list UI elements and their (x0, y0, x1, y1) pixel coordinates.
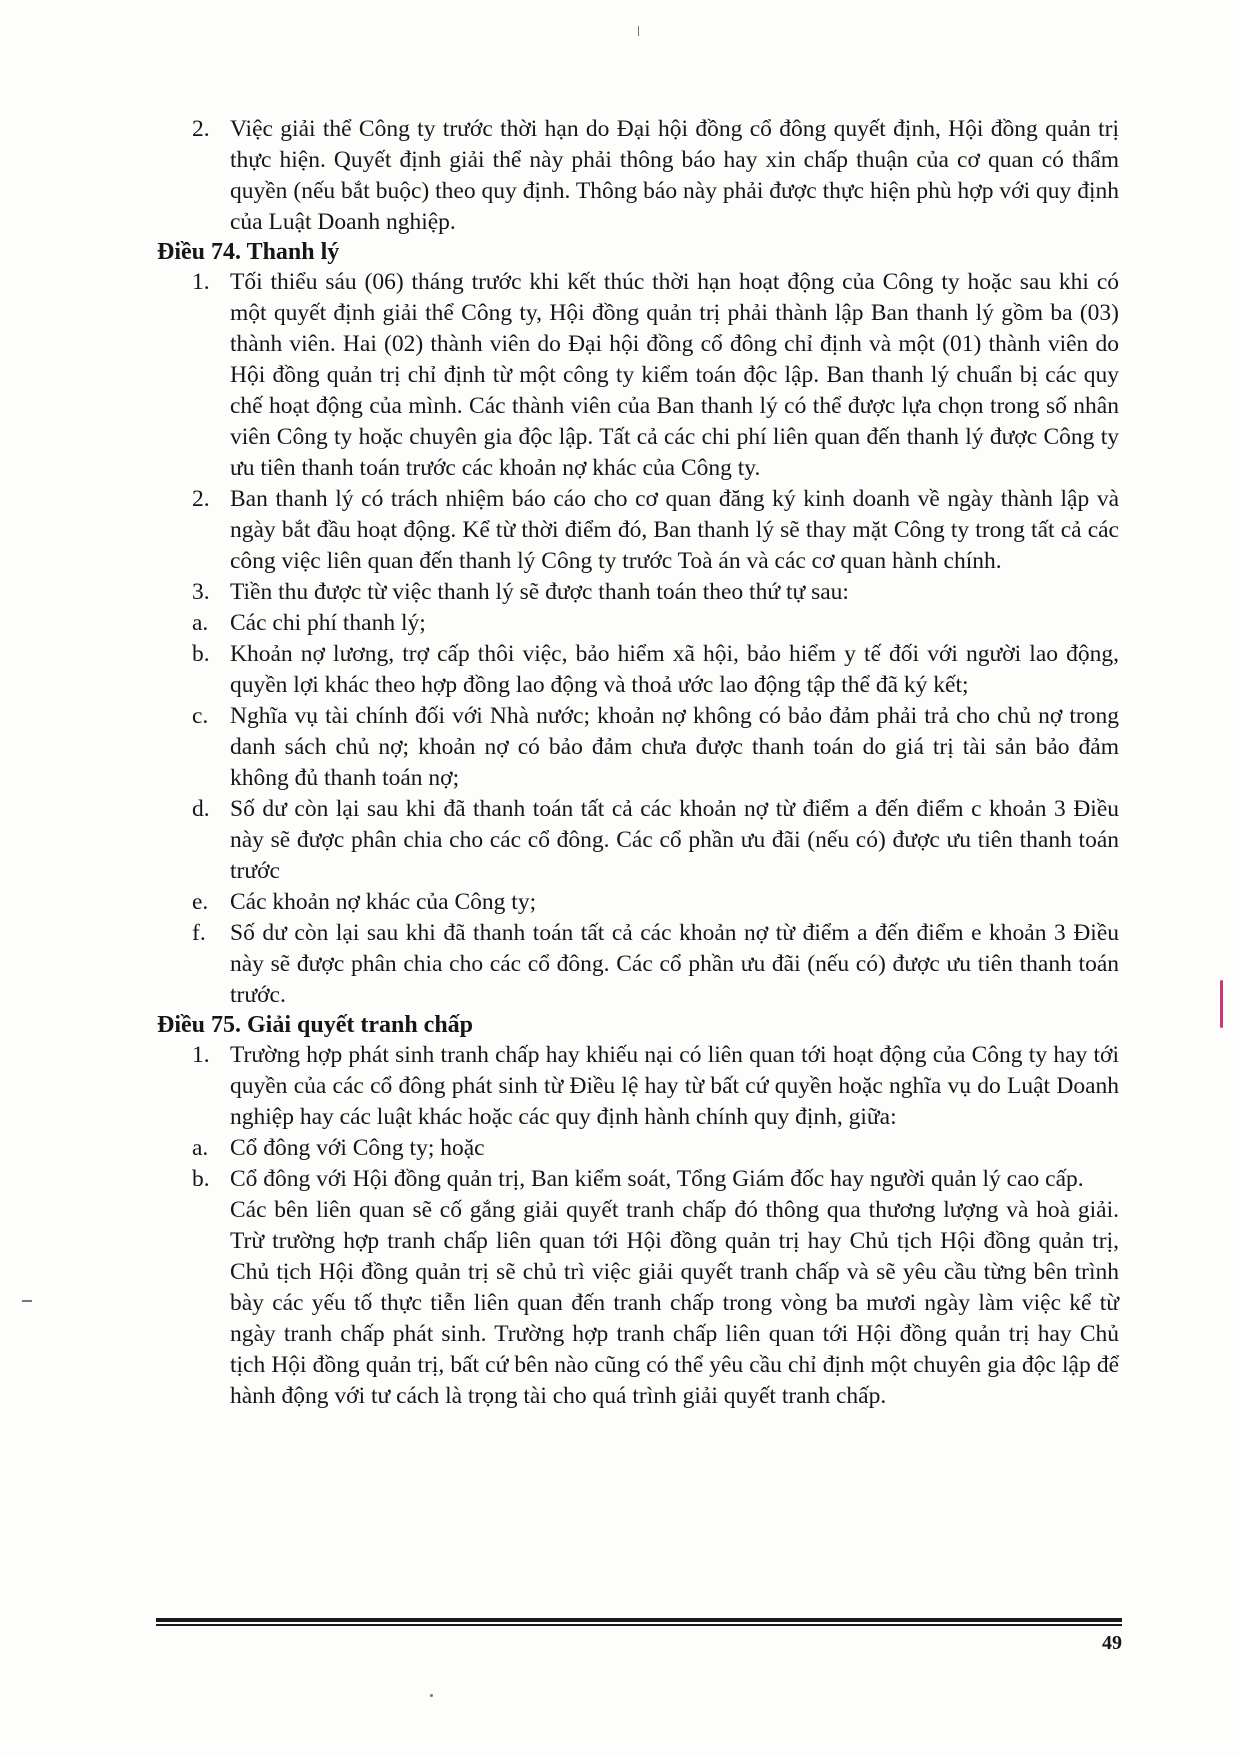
list-item (157, 1133, 1119, 1164)
list-marker: b. (192, 1166, 210, 1192)
list-item-text: Khoản nợ lương, trợ cấp thôi việc, bảo hiểm xã hội, bảo hiểm y tế đối với người lao động, quyền lợi khác theo hợp đồng lao động và thoả ước lao động tập thể đã ký kết; (230, 641, 1119, 698)
footer-rule-thin (156, 1624, 1122, 1626)
list-item-text: Việc giải thể Công ty trước thời hạn do Đại hội đồng cổ đông quyết định, Hội đồng quản trị thực hiện. Quyết định giải thể này phải thông báo hay xin chấp thuận của cơ quan có thẩm quyền (nếu bắt buộc) theo quy định. Thông báo này phải được thực hiện phù hợp với quy định của Luật Doanh nghiệp. (230, 116, 1119, 235)
footer-rule-thick (156, 1618, 1122, 1622)
list-item (157, 887, 1119, 918)
list-item (157, 701, 1119, 794)
list-item (157, 608, 1119, 639)
list-item (157, 114, 1119, 238)
list-marker: 3. (192, 579, 210, 605)
list-marker: f. (192, 920, 206, 946)
list-item (157, 794, 1119, 887)
scan-speck (430, 1694, 433, 1697)
list-marker: d. (192, 796, 210, 822)
list-item (157, 1164, 1119, 1195)
list-item-text: Ban thanh lý có trách nhiệm báo cáo cho cơ quan đăng ký kinh doanh về ngày thành lập và ngày bắt đầu hoạt động. Kể từ thời điểm đó, Ban thanh lý sẽ thay mặt Công ty trong tất cả các công việc liên quan đến thanh lý Công ty trước Toà án và các cơ quan hành chính. (230, 486, 1119, 574)
dispute-resolution-paragraph: Các bên liên quan sẽ cố gắng giải quyết tranh chấp đó thông qua thương lượng và hoà giải. Trừ trường hợp tranh chấp liên quan tới Hội đồng quản trị hay Chủ tịch Hội đồng quản trị, Chủ tịch Hội đồng quản trị sẽ chủ trì việc giải quyết tranh chấp và sẽ yêu cầu từng bên trình bày các yếu tố thực tiễn liên quan đến tranh chấp trong vòng ba mươi ngày làm việc kể từ ngày tranh chấp phát sinh. Trường hợp tranh chấp liên quan tới Hội đồng quản trị hay Chủ tịch Hội đồng quản trị, bất cứ bên nào cũng có thể yêu cầu chỉ định một chuyên gia độc lập để hành động với tư cách là trọng tài cho quá trình giải quyết tranh chấp. (230, 1197, 1119, 1409)
footer-rule (156, 1618, 1122, 1626)
list-marker: 1. (192, 1042, 210, 1068)
list-item (157, 484, 1119, 577)
list-marker: e. (192, 889, 209, 915)
list-marker: 1. (192, 269, 210, 295)
list-item-text: Số dư còn lại sau khi đã thanh toán tất cả các khoản nợ từ điểm a đến điểm c khoản 3 Điều này sẽ được phân chia cho các cổ đông. Các cổ phần ưu đãi (nếu có) được ưu tiên thanh toán trước (230, 796, 1119, 884)
list-item (157, 918, 1119, 1011)
list-marker: a. (192, 610, 209, 636)
list-marker: 2. (192, 116, 210, 142)
list-item-text: Cổ đông với Hội đồng quản trị, Ban kiểm soát, Tổng Giám đốc hay người quản lý cao cấp. (230, 1166, 1084, 1192)
list-item (157, 1040, 1119, 1133)
list-item-text: Cổ đông với Công ty; hoặc (230, 1135, 485, 1161)
list-marker: a. (192, 1135, 209, 1161)
list-item (157, 577, 1119, 608)
list-item-text: Tối thiểu sáu (06) tháng trước khi kết thúc thời hạn hoạt động của Công ty hoặc sau khi có một quyết định giải thể Công ty, Hội đồng quản trị phải thành lập Ban thanh lý gồm ba (03) thành viên. Hai (02) thành viên do Đại hội đồng cổ đông chỉ định và một (01) thành viên do Hội đồng quản trị chỉ định từ một công ty kiểm toán độc lập. Ban thanh lý chuẩn bị các quy chế hoạt động của mình. Các thành viên của Ban thanh lý có thể được lựa chọn trong số nhân viên Công ty hoặc chuyên gia độc lập. Tất cả các chi phí liên quan đến thanh lý được Công ty ưu tiên thanh toán trước các khoản nợ khác của Công ty. (230, 269, 1119, 481)
list-item-text: Trường hợp phát sinh tranh chấp hay khiếu nại có liên quan tới hoạt động của Công ty hay tới quyền của các cổ đông phát sinh từ Điều lệ hay từ bất cứ quyền hoặc nghĩa vụ do Luật Doanh nghiệp hay các luật khác hoặc các quy định hành chính quy định, giữa: (230, 1042, 1119, 1130)
list-item-text: Các khoản nợ khác của Công ty; (230, 889, 537, 915)
list-marker: 2. (192, 486, 210, 512)
list-item-text: Các chi phí thanh lý; (230, 610, 426, 636)
page-number: 49 (1102, 1632, 1122, 1654)
list-item-text: Nghĩa vụ tài chính đối với Nhà nước; khoản nợ không có bảo đảm phải trả cho chủ nợ trong danh sách chủ nợ; khoản nợ có bảo đảm chưa được thanh toán do giá trị tài sản bảo đảm không đủ thanh toán nợ; (230, 703, 1119, 791)
document-body (157, 114, 1119, 1412)
list-item (157, 267, 1119, 484)
list-marker: c. (192, 703, 209, 729)
scan-speck (22, 1300, 32, 1302)
list-marker: b. (192, 641, 210, 667)
article-74-heading: Điều 74. Thanh lý (157, 239, 340, 265)
list-item-text: Tiền thu được từ việc thanh lý sẽ được thanh toán theo thứ tự sau: (230, 579, 849, 605)
scan-speck (638, 26, 639, 36)
article-75-heading: Điều 75. Giải quyết tranh chấp (157, 1012, 474, 1038)
highlighter-mark (1220, 980, 1223, 1028)
list-item-text: Số dư còn lại sau khi đã thanh toán tất cả các khoản nợ từ điểm a đến điểm e khoản 3 Điều này sẽ được phân chia cho các cổ đông. Các cổ phần ưu đãi (nếu có) được ưu tiên thanh toán trước. (230, 920, 1119, 1008)
list-item (157, 639, 1119, 701)
